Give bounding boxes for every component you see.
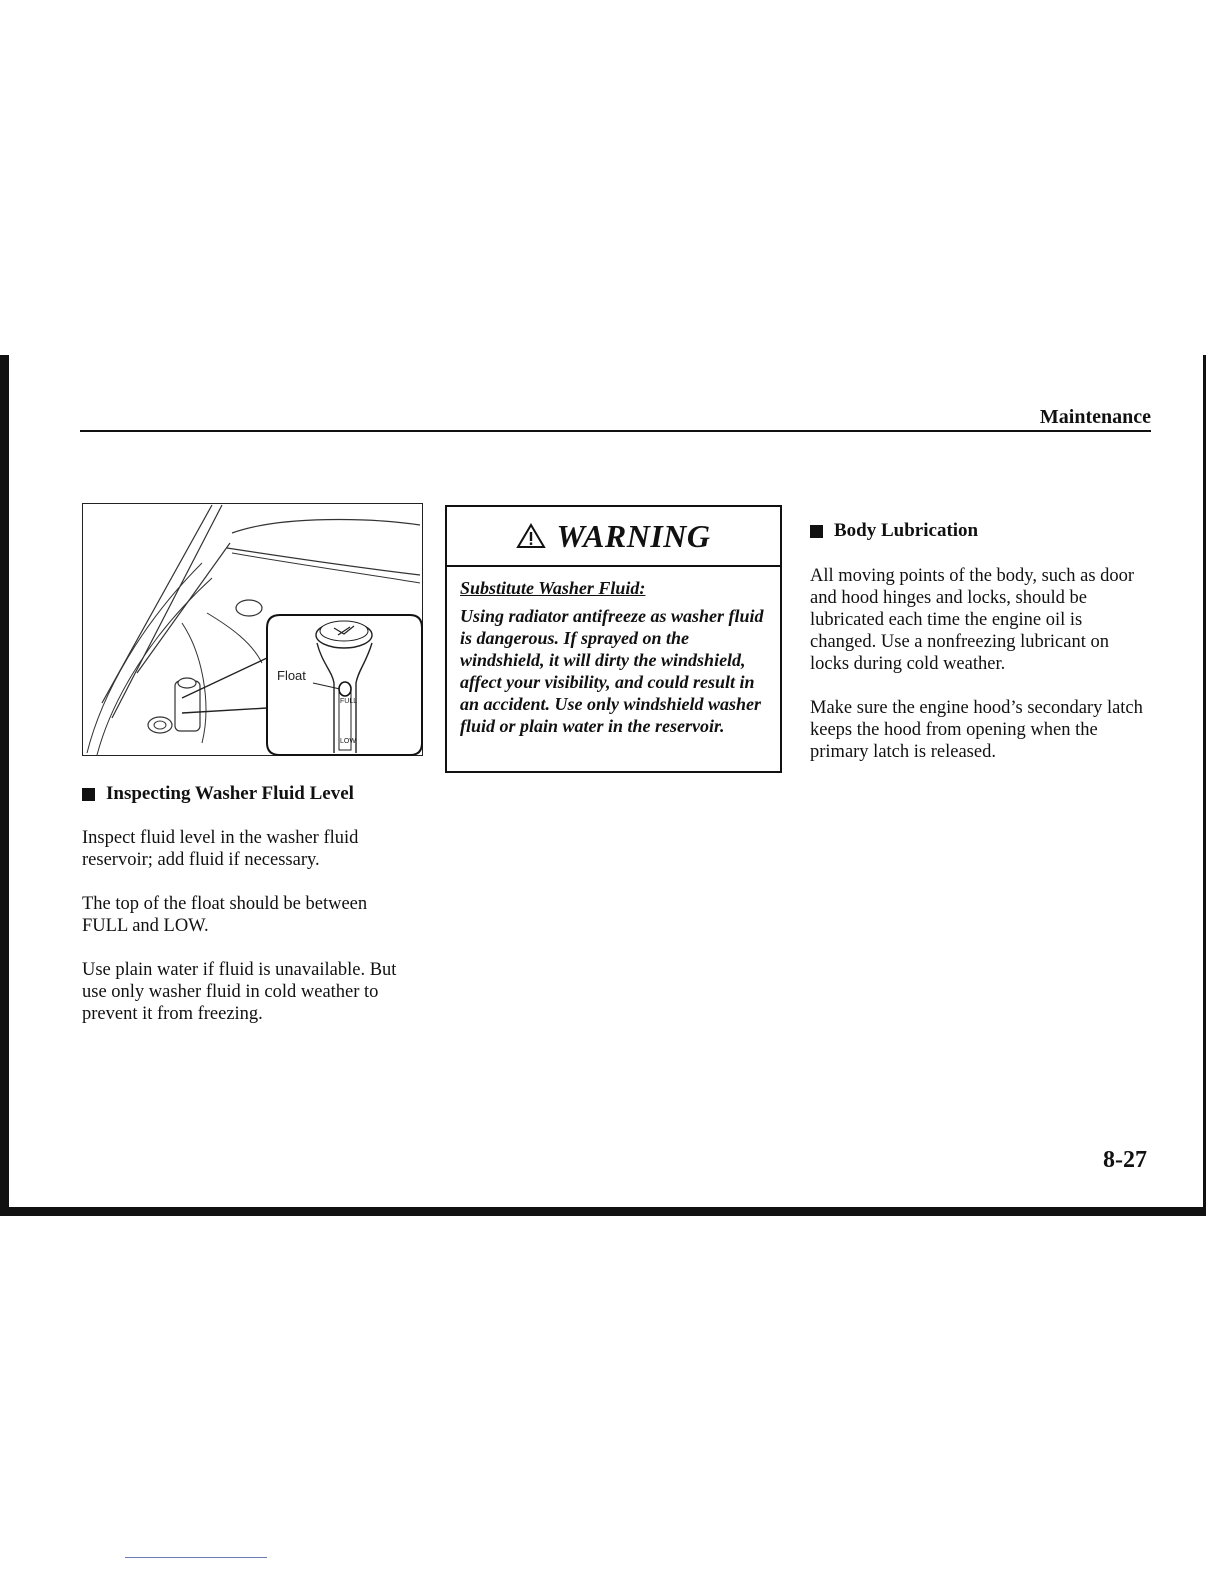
body-lubrication-heading — [810, 520, 978, 542]
washer-fluid-paragraph: Inspect fluid level in the washer fluid reservoir; add fluid if necessary. — [82, 828, 359, 870]
heading-bullet-icon — [810, 525, 823, 538]
page-frame-bottom — [0, 1207, 1206, 1216]
header-rule — [80, 430, 1151, 432]
page-frame-right — [1203, 355, 1206, 1215]
body-lubrication-text — [810, 565, 1145, 785]
warning-triangle-icon — [516, 523, 546, 549]
tube-low-mark: LOW — [340, 738, 356, 745]
warning-text: Using radiator antifreeze as washer fluid is dangerous. If sprayed on the windshield, it will dirty the windshield, affect your visibility, and could result in an accident. Use only windshield washer fluid or plain water in the reservoir. — [460, 606, 764, 736]
warning-title: WARNING — [556, 517, 711, 554]
page-number: 8-27 — [1103, 1147, 1147, 1173]
page-frame-left — [0, 355, 9, 1215]
washer-reservoir-figure — [82, 503, 424, 759]
float-label: Float — [277, 668, 306, 683]
washer-fluid-paragraph: The top of the float should be between FULL and LOW. — [82, 894, 368, 936]
washer-fluid-heading-text: Inspecting Washer Fluid Level — [106, 783, 354, 804]
washer-fluid-paragraph: Use plain water if fluid is unavailable. But use only washer fluid in cold weather to prevent it from freezing. — [82, 960, 397, 1024]
washer-fluid-heading — [82, 783, 354, 805]
section-header: Maintenance — [1039, 406, 1151, 428]
tube-full-mark: FULL — [340, 698, 358, 705]
body-lubrication-heading-text: Body Lubrication — [834, 520, 979, 541]
warning-body — [447, 567, 780, 737]
footer-mark — [125, 1557, 267, 1558]
washer-reservoir-illustration — [82, 503, 424, 759]
warning-subtitle: Substitute Washer Fluid: — [460, 578, 646, 598]
warning-box — [445, 505, 782, 773]
warning-header — [447, 507, 780, 567]
body-lubrication-paragraph: Make sure the engine hood’s secondary latch keeps the hood from opening when the primary latch is released. — [810, 698, 1143, 762]
heading-bullet-icon — [82, 788, 95, 801]
body-lubrication-paragraph: All moving points of the body, such as door and hood hinges and locks, should be lubricated each time the engine oil is changed. Use a nonfreezing lubricant on locks during cold weather. — [810, 566, 1135, 674]
washer-fluid-text — [82, 827, 417, 1047]
